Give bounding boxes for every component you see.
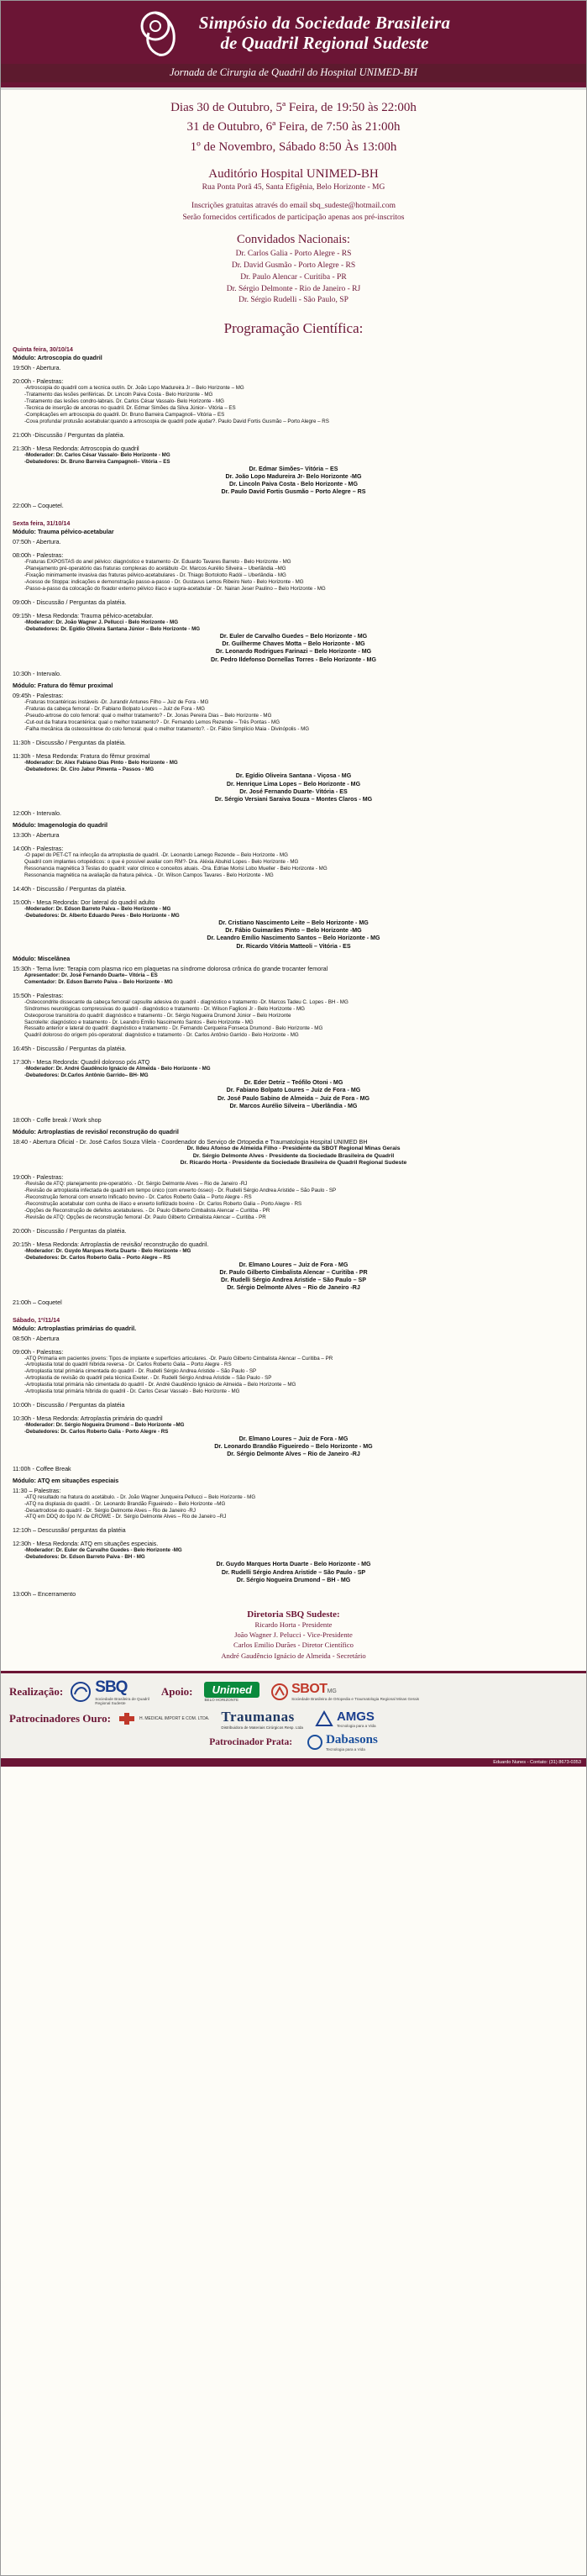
program-spacer: [13, 1472, 574, 1476]
program-sub-line: -Cova profunda/ protusão acetabular:quando a artroscopia de quadril pode ajudar?. Paulo David Fortis Gusmão – Porto Alegre – RS: [24, 418, 329, 424]
program-spacer: [13, 1584, 574, 1588]
program-sub-line: -Debatedores: Dr. Carlos Roberto Galia - Porto Alegre - RS: [24, 1429, 169, 1436]
program-sub-line: -Debatedores: Dr.Carlos Antônio Garrido– BH- MG: [24, 1072, 149, 1079]
event-title-line1: Simpósio da Sociedade Brasileira: [198, 13, 451, 34]
program-panelist-line: Dr. Paulo David Fortis Gusmão – Porto Alegre – RS: [221, 488, 366, 496]
dabasons-sub: Tecnologia para a Vida: [326, 1746, 365, 1752]
medical-cross-icon: [118, 1711, 136, 1726]
program-time-line: 21:00h -Discussão / Perguntas da platéia.: [13, 430, 125, 439]
program-spacer: [13, 1110, 574, 1114]
event-title-line2: de Quadril Regional Sudeste: [220, 33, 429, 53]
program-time-line: 15:00h - Mesa Redonda: Dor lateral do quadril adulto: [13, 898, 155, 907]
program-time-line: 11:00h - Coffee Break: [13, 1464, 71, 1472]
program-time-line: 20:00h - Discussão / Perguntas da platéia.: [13, 1226, 127, 1235]
program-sub-line: -ATQ Primaria em pacientes jovens: Tipos de implante e superfícies articulares. -Dr. Paulo Gilberto Cimbalista Alencar – Curitiba – PR: [24, 1355, 333, 1362]
program-panelist-line: Dr. Lincoln Paiva Costa - Belo Horizonte - MG: [229, 481, 358, 488]
program-time-line: 22:00h – Coquetel.: [13, 502, 64, 510]
guests-title: Convidados Nacionais:: [237, 233, 350, 247]
program-module-header: Módulo: Artroplastias de revisão/ reconstrução do quadril: [13, 1128, 179, 1136]
sbq-emblem-icon: [70, 1681, 92, 1703]
program-sub-line: -Moderador: Dr. Euler de Carvalho Guedes - Belo Horizonte -MG: [24, 1547, 182, 1554]
program-spacer: [13, 1342, 574, 1346]
program-panelist-line: Dr. Marcos Aurélio Silveira – Uberlândia - MG: [229, 1102, 358, 1109]
program-sub-line: -Debatedores: Dr. Ciro Jabur Pimenta – Passos - MG: [24, 766, 155, 772]
program-time-line: 11:30h - Mesa Redonda: Fratura do fêmur proximal: [13, 751, 150, 760]
program-spacer: [13, 425, 574, 429]
unimed-sub: BELO HORIZONTE: [204, 1697, 239, 1702]
program-day-header: Sábado, 1º/11/14: [13, 1315, 60, 1324]
program-time-line: 13:00h – Encerramento: [13, 1589, 76, 1598]
program-panelist-line: Dr. Eder Detriz – Teófilo Otoni - MG: [244, 1079, 343, 1087]
program-sub-line: Dr. Ildeu Afonso de Almeida Filho - Presidente da SBOT Regional Minas Gerais: [186, 1146, 401, 1152]
program-time-line: 08:00h - Palestras:: [13, 551, 64, 560]
program-panelist-line: Dr. Euler de Carvalho Guedes – Belo Horizonte - MG: [219, 633, 368, 640]
program-title: Programação Científica:: [223, 320, 364, 337]
program-spacer: [13, 1395, 574, 1399]
program-sub-line: -Moderador: Dr. André Gaudêncio Ignácio de Almeida - Belo Horizonte - MG: [24, 1066, 211, 1072]
amgs-sub: Tecnologia para a Vida: [336, 1724, 376, 1729]
program-spacer: [13, 593, 574, 596]
inscription-line-1: Inscrições gratuitas através do email sbq_sudeste@hotmail.com: [191, 201, 396, 210]
program-sub-line: -Tratamento das lesões condro-labrais. Dr. Carlos César Vassalo- Belo Horizonte - MG: [24, 398, 224, 404]
program-spacer: [13, 817, 574, 820]
sbot-logo: [271, 1682, 419, 1701]
realizacao-label: Realização:: [9, 1684, 64, 1698]
program-sub-line: Ressalto anterior e lateral do quadril: diagnóstico e tratamento - Dr. Fernando Cerqueira Fonseca Drumond - Belo Horizonte - MG: [24, 1025, 323, 1032]
program-spacer: [13, 509, 574, 513]
program-spacer: [13, 951, 574, 954]
inscription-info: [16, 200, 571, 224]
program-panelist-line: Dr. José Paulo Sabino de Almeida – Juiz de Fora - MG: [217, 1094, 370, 1102]
program-module-header: Módulo: Imagenologia do quadril: [13, 821, 107, 830]
program-time-line: 12:00h - Intervalo.: [13, 809, 61, 818]
program-spacer: [13, 733, 574, 736]
inscription-line-2: Serão fornecidos certificados de participação apenas aos pré-inscritos: [182, 213, 405, 222]
program-panelist-line: Dr. Fábio Guimarães Pinto – Belo Horizonte -MG: [225, 927, 362, 935]
sbq-sub-1: Sociedade Brasileira de Quadril: [95, 1696, 149, 1701]
program-spacer: [13, 986, 574, 989]
program-sub-line: -Moderador: Dr. João Wagner J. Pellucci - Belo Horizonte - MG: [24, 619, 179, 626]
program-spacer: [13, 1459, 574, 1462]
program-spacer: [13, 496, 574, 499]
program-panelist-line: Dr. Ricardo Vitória Matteoli – Vitória - ES: [236, 942, 351, 950]
program-spacer: [13, 1167, 574, 1171]
program-sub-line: -Opções de Reconstrução de defeitos acetabulares. - Dr. Paulo Gilberto Cimbalista Alencar – Curitiba - PR: [24, 1207, 270, 1214]
program-spacer: [13, 439, 574, 442]
amgs-logo-text: AMGS: [336, 1709, 375, 1725]
program-panelist-line: Dr. Rudelli Sérgio Andrea Aristide – São Paulo - SP: [221, 1568, 366, 1576]
program-sub-line: -Revisão de ATQ: Opções de reconstrução femoral -Dr. Paulo Gilberto Cimbalista Alencar – Curitiba - PR: [24, 1214, 266, 1220]
imp-logo-text: H. MEDICAL IMPORT E COM. LTDA.: [139, 1716, 210, 1722]
program-panelist-line: Dr. Pedro Ildefonso Dornellas Torres - Belo Horizonte - MG: [211, 656, 376, 663]
program-sub-line: -Fixação minimamente invasiva das fraturas pélvico-acetabulares - Dr. Thiago Bortolotto Radói – Uberlândia - MG: [24, 572, 286, 579]
program-panelist-line: Dr. Guydo Marques Horta Duarte - Belo Horizonte - MG: [216, 1561, 371, 1568]
program-sub-line: -Debatedores: Dr. Bruno Barreira Campagnoli– Vitória – ES: [24, 458, 170, 465]
program-time-line: 14:00h - Palestras:: [13, 845, 64, 853]
sbq-sudeste-logo-icon: [137, 8, 191, 60]
sbot-sub: Sociedade Brasileira de Ortopedia e Traumatologia Regional Minas Gerais: [291, 1697, 420, 1702]
program-panelist-line: Dr. Rudelli Sérgio Andrea Aristide – São Paulo – SP: [221, 1277, 366, 1284]
sponsor-row-realizacao: [9, 1678, 578, 1705]
program-panelist-line: Dr. Leandro Emílio Nascimento Santos – Belo Horizonte - MG: [207, 935, 380, 942]
program-panelist-line: Dr. Henrique Lima Lopes – Belo Horizonte - MG: [226, 780, 361, 788]
program-sub-line: -Moderador: Dr. Carlos César Vassalo- Belo Horizonte - MG: [24, 451, 170, 458]
program-panelist-line: Dr. Elmano Loures – Juiz de Fora - MG: [238, 1436, 349, 1443]
program-sub-line: Apresentador: Dr. José Fernando Duarte– Vitória – ES: [24, 972, 158, 978]
program-panelist-line: Dr. Sérgio Delmonte Alves – Rio de Janeiro -RJ: [227, 1284, 360, 1292]
board-member: Carlos Emilio Durães - Diretor Científico: [233, 1641, 354, 1650]
program-spacer: [13, 1221, 574, 1225]
program-time-line: 08:50h - Abertura: [13, 1334, 60, 1342]
sbq-sub-2: Regional Sudeste: [95, 1700, 126, 1705]
unimed-logo-text: Unimed: [204, 1682, 259, 1698]
program-sub-line: -Osteocondrite dissecante da cabeça femoral/ capsulite adesiva do quadril - diagnóstico e tratamento -Dr. Marcos Tadeu C. Lopes - BH - MG: [24, 998, 349, 1005]
program-spacer: [13, 1409, 574, 1412]
program-sub-line: -Passo-a-passo da colocação do fixador externo pélvico ilíaco e supra-acetabular - Dr. Nairan Jeser Paulino – Belo Horizonte - MG: [24, 586, 326, 593]
sbq-logo-text: SBQ: [95, 1678, 128, 1696]
program-sub-line: -Moderador: Dr. Alex Fabiano Dias Pinto - Belo Horizonte - MG: [24, 759, 178, 766]
unimed-logo: [204, 1682, 259, 1702]
program-sub-line: -O papel do PET-CT na infecção da artroplastia de quadril. -Dr. Leonardo Lamego Rezende – Belo Horizonte - MG: [24, 852, 288, 859]
program-sub-line: -Reconstrução acetabular com cunha de ilíaco e enxerto liofilizado bovino - Dr. Carlos Roberto Galia – Porto Alegre - RS: [24, 1200, 302, 1207]
program-time-line: 09:00h - Discussão / Perguntas da platéia.: [13, 598, 127, 607]
program-sub-line: -Tratamento das lesões periféricas. Dr. Lincoln Paiva Costa - Belo Horizonte - MG: [24, 392, 213, 398]
board-member: João Wagner J. Pelucci - Vice-Presidente: [234, 1630, 353, 1640]
imp-logo: [118, 1711, 209, 1726]
board-section: [1, 1609, 586, 1661]
program-panelist-line: Dr. Egídio Oliveira Santana - Viçosa - MG: [235, 772, 352, 780]
program-day-header: Sexta feira, 31/10/14: [13, 519, 71, 528]
program-panelist-line: Dr. Sérgio Nogueira Drumond – BH - MG: [236, 1576, 351, 1583]
program-time-line: 20:00h - Palestras:: [13, 377, 64, 386]
program-panelist-line: Dr. Leonardo Rodrigues Farinazi – Belo Horizonte - MG: [215, 648, 372, 656]
program-time-line: 21:00h – Coquetel: [13, 1298, 62, 1306]
guest-item: Dr. Paulo Alencar - Curitiba - PR: [240, 272, 347, 282]
program-time-line: 14:40h - Discussão / Perguntas da platéia.: [13, 885, 127, 893]
program-sub-line: -Acesso de Stoppa: indicações e demonstração passo-a-passo - Dr. Gustavus Lemos Ribeiro Neto - Belo Horizonte - MG: [24, 579, 304, 586]
program-sub-line: -Planejamento pré-operatório das fraturas complexas do acetábulo -Dr. Marcos Aurélio Silveira – Uberlândia –MG: [24, 566, 286, 572]
program-sub-line: Comentador: Dr. Edson Barreto Paiva – Belo Horizonte - MG: [24, 978, 173, 985]
program-sub-line: -Revisão de ATQ: planejamento pre-operatório. - Dr. Sérgio Delmonte Alves – Rio de Janeiro -RJ: [24, 1181, 248, 1188]
apoio-label: Apoio:: [160, 1684, 193, 1698]
program-spacer: [13, 1293, 574, 1296]
program-time-line: 20:15h - Mesa Redonda: Artroplastia de revisão/ reconstrução do quadril.: [13, 1240, 209, 1248]
program-time-line: 21:30h - Mesa Redonda: Artroscopia do quadril: [13, 444, 139, 452]
venue-name: Auditório Hospital UNIMED-BH: [208, 166, 379, 181]
program-panelist-line: Dr. Elmano Loures – Juiz de Fora - MG: [238, 1261, 349, 1268]
program-sub-line: -Desartrodose do quadril - Dr. Sérgio Delmonte Alves – Rio de Janeiro -RJ: [24, 1507, 196, 1514]
program-panelist-line: Dr. João Lopo Madureira Jr- Belo Horizonte -MG: [225, 472, 362, 480]
program-module-header: Módulo: Fratura do fêmur proximal: [13, 681, 113, 689]
program-sub-line: -ATQ na displasia do quadril. - Dr. Leonardo Brandão Figueiredo – Belo Horizonte –MG: [24, 1500, 226, 1507]
title-block: [199, 13, 451, 53]
program-time-line: 19:50h - Abertura.: [13, 364, 61, 372]
program-sub-line: -Falha mecânica da osteossíntese do colo femoral: qual o melhor tratamento?. - Dr. Fábio Simplício Maia - Divinópolis - MG: [24, 725, 310, 732]
program-time-line: 10:30h - Intervalo.: [13, 669, 61, 677]
dabasons-logo: [307, 1733, 378, 1752]
program-time-line: 11:30h - Discussão / Perguntas da platéia.: [13, 738, 126, 746]
program-sub-line: Quadril doloroso do origem pós-operatoral: diagnóstico e tratamento - Dr. Carlos Antônio Garrido - Belo Horizonte - MG: [24, 1032, 299, 1039]
program-spacer: [13, 664, 574, 667]
sponsors-section: [1, 1671, 586, 1758]
program-time-line: 12:10h – Descussão/ perguntas da platéia: [13, 1526, 126, 1535]
board-member: André Gaudêncio Ignácio de Almeida - Secretário: [221, 1651, 366, 1660]
program-sub-line: Osteoporose transitória do quadril: diagnóstico e tratamento - Dr. Sérgio Nogueira Drumond Júnior – Belo Horizonte: [24, 1012, 291, 1019]
dabasons-logo-text: Dabasons: [326, 1732, 378, 1746]
program-spacer: [13, 893, 574, 896]
program-sub-line: Ressonancia magnética 3 Teslas do quadril: valor clínico e conceitos atuais. -Dra. Edriae Morisi Lobo Mueller - Belo Horizonte - MG: [24, 866, 328, 872]
program-sub-line: -Pseudo-artrose do colo femoral: qual o melhor tratamento? - Dr. Jonas Pereira Dias – Belo Horizonte - MG: [24, 712, 272, 719]
program-sub-line: -Debatedores: Dr. Carlos Roberto Galia – Porto Alegre – RS: [24, 1254, 171, 1261]
program-module-header: Módulo: Artroplastias primárias do quadril.: [13, 1324, 137, 1332]
program-module-header: Módulo: Artroscopia do quadril: [13, 354, 102, 362]
sbot-emblem-icon: [271, 1683, 288, 1700]
program-sub-line: -Debatedores: Dr. Egídio Oliveira Santana Júnior – Belo Horizonte - MG: [24, 626, 201, 633]
ouro-label: Patrocinadores Ouro:: [9, 1712, 111, 1725]
event-date-2: 31 de Outubro, 6ª Feira, de 7:50 às 21:00h: [186, 120, 401, 134]
sbot-logo-text: SBOT: [291, 1682, 328, 1697]
program-sub-line: -Moderador: Dr. Edson Barreto Paiva – Belo Horizonte - MG: [24, 906, 171, 913]
program-module-header: Módulo: ATQ em situações especiais: [13, 1476, 119, 1484]
program-time-line: 16:45h - Discussão / Perguntas da platéia.: [13, 1045, 127, 1053]
program-time-line: 15:30h - Tema livre: Terapia com plasma rico em plaquetas na síndrome dolorosa crônica do grande trocanter femoral: [13, 964, 328, 972]
sponsor-row-ouro: [9, 1709, 578, 1730]
program-spacer: [13, 746, 574, 750]
program-module-header: Módulo: Trauma pélvico-acetabular: [13, 528, 114, 536]
dabasons-emblem-icon: [307, 1735, 322, 1750]
traumanas-logo: [221, 1709, 303, 1730]
program-spacer: [13, 1235, 574, 1238]
program-time-line: 09:45h - Palestras:: [13, 691, 64, 699]
program-schedule: [1, 345, 586, 1598]
program-sub-line: -Artroplastia total do quadril híbrida reversa - Dr. Carlos Roberto Galia – Porto Alegre - RS: [24, 1362, 232, 1368]
program-time-line: 19:00h - Palestras:: [13, 1173, 64, 1182]
program-time-line: 18:00h - Coffe break / Work shop: [13, 1116, 102, 1125]
program-sub-line: -Cut-out da fratura trocantérica: qual o melhor tratamento? - Dr. Fernando Lemos Rezende – Três Pontas - MG: [24, 719, 280, 725]
program-time-line: 17:30h - Mesa Redonda: Quadril doloroso pós ATQ: [13, 1058, 150, 1067]
footer-contact: Eduardo Nunes - Contato: (31) 8673-0353: [1, 1758, 586, 1767]
sbq-logo: [70, 1678, 149, 1705]
program-panelist-line: Dr. Sérgio Delmonte Alves – Rio de Janeiro -RJ: [227, 1451, 360, 1458]
event-subtitle: Jornada de Cirurgia de Quadril do Hospital UNIMED-BH: [1, 64, 586, 82]
program-time-line: 18:40 - Abertura Oficial - Dr. José Carlos Souza Vilela - Coordenador do Serviço de Ortopedia e Traumatologia Hospital UNIMED BH: [13, 1138, 368, 1146]
program-sub-line: -Complicações em artroscopia do quadril. Dr. Bruno Barreira Campagnoli– Vitória – ES: [24, 411, 225, 418]
program-sub-line: -Artroplastia total primária híbrida do quadril - Dr. Carlos Cesar Vassalo - Belo Horizonte - MG: [24, 1388, 240, 1395]
program-sub-line: -Artroplastia total primária não cimentada do quadril - Dr. André Gaudêncio Ignácio de Almeida – Belo Horizonte – MG: [24, 1382, 296, 1388]
program-sub-line: Quadril com implantes ortopédicos: o que é possível avaliar com RM?- Dra. Aléxia Abuhid Lopes - Belo Horizonte - MG: [24, 859, 299, 866]
program-spacer: [13, 803, 574, 807]
program-spacer: [13, 1124, 574, 1127]
program-spacer: [13, 1520, 574, 1524]
program-panelist-line: Dr. José Fernando Duarte- Vitória - ES: [239, 788, 348, 795]
program-day-header: Quinta feira, 30/10/14: [13, 345, 73, 354]
program-panelist-line: Dr. Fabiano Bolpato Loures – Juiz de Fora - MG: [226, 1087, 361, 1094]
intro-section: [1, 90, 586, 337]
event-date-3: 1º de Novembro, Sábado 8:50 Às 13:00h: [190, 140, 397, 154]
program-sub-line: -Fraturas EXPOSTAS do anel pélvico: diagnóstico e tratamento -Dr. Eduardo Tavares Barreto - Belo Horizonte - MG: [24, 559, 291, 566]
program-panelist-line: Dr. Cristiano Nascimento Leite – Belo Horizonte - MG: [218, 919, 369, 926]
program-sub-line: -Revisão de artroplastia infectada de quadril em tempo único (com enxerto ósseo) - Dr. Rudelli Sérgio Andrea Aristide – São Paulo - SP: [24, 1188, 337, 1194]
program-sub-line: Sacroleíte: diagnóstico e tratamento - Dr. Leandro Emílio Nascimento Santos - Belo Horizonte - MG: [24, 1019, 254, 1025]
header-banner: [1, 1, 586, 90]
sponsor-row-prata: [9, 1733, 578, 1752]
program-time-line: 09:15h - Mesa Redonda: Trauma pélvico-acetabular.: [13, 612, 154, 620]
program-spacer: [13, 879, 574, 882]
program-time-line: 09:00h - Palestras:: [13, 1347, 64, 1356]
program-spacer: [13, 1039, 574, 1042]
program-time-line: 10:30h - Mesa Redonda: Artroplastia primária do quadril: [13, 1414, 163, 1423]
program-sub-line: -Fraturas da cabeça femoral - Dr. Fabiano Bolpato Loures – Juiz de Fora - MG: [24, 705, 205, 712]
program-spacer: [13, 1052, 574, 1056]
board-member: Ricardo Horta - Presidente: [254, 1620, 333, 1629]
program-sub-line: -Artroplastia de revisão do quadril pela técnica Exeter. - Dr. Rudelli Sérgio Andrea Aristide – São Paulo - SP: [24, 1375, 272, 1382]
venue-address: Rua Ponta Porã 45, Santa Efigênia, Belo Horizonte - MG: [202, 182, 385, 192]
program-time-line: 11:30 – Palestras:: [13, 1486, 61, 1494]
program-sub-line: -Fraturas trocantéricas instáveis -Dr. Jurandir Antunes Filho – Juiz de Fora - MG: [24, 698, 209, 705]
program-sub-line: Síndromes neurológicas compressivas do quadril - diagnóstico e tratamento - Dr. Wilson Faglioni Jr - Belo Horizonte - MG: [24, 1005, 305, 1012]
guest-item: Dr. David Gusmão - Porto Alegre - RS: [231, 261, 356, 271]
program-time-line: 13:30h - Abertura: [13, 831, 60, 840]
program-time-line: 12:30h - Mesa Redonda: ATQ em situações especiais.: [13, 1540, 159, 1548]
program-sub-line: Ressonancia magnética na avaliação da fratura pélvica. - Dr. Wilson Campos Tavares - Belo Horizonte - MG: [24, 872, 274, 879]
amgs-logo: [315, 1709, 376, 1728]
program-time-line: 15:50h - Palestras:: [13, 991, 64, 999]
program-spacer: [13, 606, 574, 609]
program-time-line: 10:00h - Discussão / Perguntas da platéia: [13, 1401, 125, 1409]
program-sub-line: -Tecnica de inserção de ancoras no quadril. Dr. Edmar Simões da Silva Júnior– Vitória – ES: [24, 404, 236, 411]
program-panelist-line: Dr. Guilherme Chaves Motta – Belo Horizonte - MG: [222, 640, 365, 648]
program-sub-line: -Debatedores: Dr. Edson Barreto Paiva - BH - MG: [24, 1554, 145, 1561]
prata-label: Patrocinador Prata:: [209, 1736, 293, 1747]
guest-item: Dr. Sérgio Delmonte - Rio de Janeiro - RJ: [226, 284, 361, 293]
program-spacer: [13, 545, 574, 549]
program-spacer: [13, 1306, 574, 1309]
program-spacer: [13, 1534, 574, 1537]
program-sub-line: -Moderador: Dr. Guydo Marques Horta Duarte - Belo Horizonte - MG: [24, 1247, 191, 1254]
program-sub-line: -Artroscopia do quadril com a tecnica out/in. Dr. João Lopo Madureira Jr – Belo Horizonte – MG: [24, 385, 244, 392]
traumanas-sub: Distribuidora de Materiais Cirúrgicos Resp. Ltda: [221, 1725, 303, 1730]
program-sub-line: -ATQ em DDQ do tipo IV. de CROWE - Dr. Sérgio Delmonte Alves – Rio de Janeiro –RJ: [24, 1514, 227, 1520]
program-spacer: [13, 839, 574, 842]
program-sub-line: -Artroplastia total primária cimentada do quadril - Dr. Rudelli Sérgio Andrea Aristide – São Paulo - SP: [24, 1368, 257, 1375]
program-panelist-line: Dr. Edmar Simões– Vitória – ES: [249, 465, 338, 472]
program-spacer: [13, 677, 574, 681]
program-spacer: [13, 371, 574, 375]
board-title: Diretoria SBQ Sudeste:: [247, 1609, 340, 1620]
program-panelist-line: Dr. Paulo Gilberto Cimbalista Alencar – Curitiba - PR: [219, 1268, 368, 1276]
sbot-mg-text: MG: [327, 1688, 337, 1695]
event-date-1: Dias 30 de Outubro, 5ª Feira, de 19:50 às 22:00h: [170, 101, 417, 114]
program-sub-line: -Debatedores: Dr. Alberto Eduardo Peres - Belo Horizonte - MG: [24, 913, 180, 919]
guest-item: Dr. Sérgio Rudelli - São Paulo, SP: [238, 296, 349, 305]
program-sub-line: -Reconstrução femoral com enxerto lnificado bovino - Dr. Carlos Roberto Galia – Porto Alegre - RS: [24, 1194, 252, 1201]
program-sub-line: Dr. Sérgio Delmonte Alves - Presidente da Sociedade Brasileira de Quadril: [192, 1152, 395, 1159]
amgs-emblem-icon: [315, 1710, 333, 1727]
program-module-header: Módulo: Miscelânea: [13, 954, 71, 962]
traumanas-logo-text: Traumanas: [221, 1708, 295, 1725]
guest-item: Dr. Carlos Galia - Porto Alegre - RS: [235, 250, 352, 259]
program-sub-line: Dr. Ricardo Horta - Presidente da Sociedade Brasileira de Quadril Regional Sudeste: [180, 1160, 407, 1167]
program-sub-line: -ATQ resultado na fratura do acetábulo. - Dr. João Wagner Junqueira Pellucci – Belo Horizonte - MG: [24, 1493, 256, 1500]
event-dates: [16, 98, 571, 157]
program-panelist-line: Dr. Leonardo Brandão Figueiredo – Belo Horizonte - MG: [214, 1443, 373, 1451]
program-sub-line: -Moderador: Dr. Sérgio Nogueira Drumond – Belo Horizonte –MG: [24, 1422, 185, 1429]
program-time-line: 07:50h - Abertura.: [13, 538, 61, 546]
program-panelist-line: Dr. Sérgio Versiani Saraiva Souza – Montes Claros - MG: [214, 796, 373, 803]
guests-list: [16, 249, 571, 307]
